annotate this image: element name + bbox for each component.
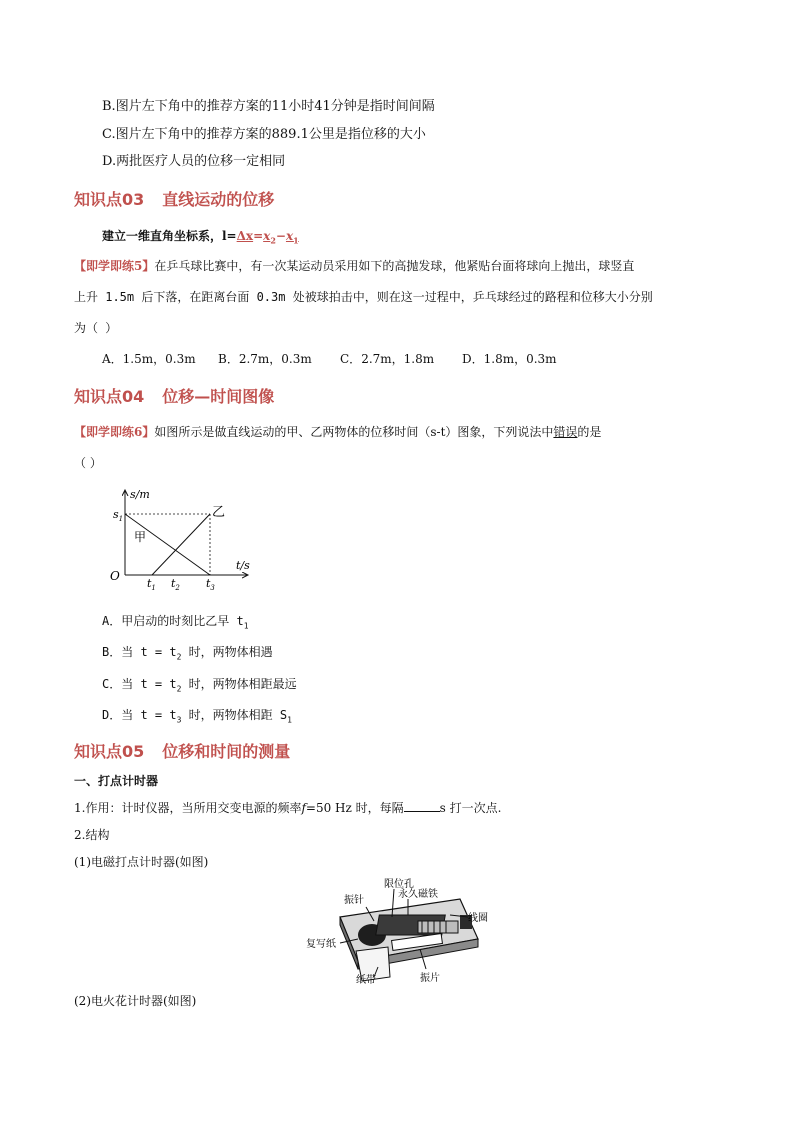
exercise-5-line3: 为（ ）: [74, 321, 118, 335]
option-text: 两批医疗人员的位移一定相同: [116, 154, 286, 169]
exercise-tag: 【即学即练6】: [74, 425, 155, 439]
line-jia: [125, 514, 210, 575]
heading-number: 知识点04: [74, 387, 145, 406]
jia-label: 甲: [134, 530, 147, 544]
y-axis-label: s/m: [130, 488, 150, 501]
heading-text: 直线运动的位移: [162, 190, 275, 209]
exercise-6-line2: （ ）: [74, 456, 102, 470]
label-coil: 线圈: [468, 913, 488, 924]
item-2-1: (1)电磁打点计时器(如图): [74, 855, 209, 869]
exercise-tag: 【即学即练5】: [74, 259, 155, 273]
option-a[interactable]: A．1.5m，0.3m: [102, 352, 196, 366]
option-text: 图片左下角中的推荐方案的11小时41分钟是指时间间隔: [115, 99, 435, 114]
option-d[interactable]: D．1.8m，0.3m: [462, 352, 557, 366]
item-text: s 打一次点.: [439, 801, 502, 815]
t2-label: $t_2$: [171, 577, 180, 592]
exercise-5-line2: 上升 1.5m 后下落，在距离台面 0.3m 处被球拍击中，则在这一过程中，乒乓球经过的路程和位移大小分别: [74, 290, 653, 304]
heading-number: 知识点03: [74, 190, 145, 209]
exercise-text: 在乒乓球比赛中，有一次某运动员采用如下的高抛发球，他紧贴台面将球向上抛出，球竖直: [154, 259, 635, 273]
formula-equals: =: [253, 229, 264, 243]
option-letter: C.: [102, 127, 116, 142]
t3-label: $t_3$: [206, 577, 215, 592]
heading-kp03: [74, 187, 274, 210]
item-1: [74, 799, 501, 816]
coil-block: [418, 921, 458, 933]
label-needle: 振针: [344, 895, 364, 906]
option-letter: D.: [102, 154, 117, 169]
formula-x1: $x_1$: [285, 229, 299, 246]
option-d-prev: [102, 150, 285, 169]
section-title: 一、打点计时器: [74, 774, 159, 788]
exercise-6-line1: [74, 423, 601, 440]
heading-number: 知识点05: [74, 742, 145, 761]
item-2-2: (2)电火花计时器(如图): [74, 994, 197, 1008]
formula-x2: $x_2$: [263, 229, 276, 246]
option-c-prev: [102, 123, 426, 142]
option-b[interactable]: B．当 $t = t_2$ 时，两物体相遇: [102, 645, 273, 662]
frequency-symbol: f: [301, 801, 306, 815]
formula-minus: −: [275, 229, 286, 243]
yi-label: 乙: [212, 505, 226, 520]
line-yi: [152, 514, 210, 575]
item-text: 1.作用：计时仪器，当所用交变电源的频率: [74, 801, 302, 815]
answer-blank[interactable]: [404, 800, 440, 812]
t1-label: $t_1$: [147, 577, 156, 592]
exercise-text: 如图所示是做直线运动的甲、乙两物体的位移时间（s-t）图象，下列说法中: [154, 425, 554, 439]
heading-text: 位移—时间图像: [162, 387, 275, 406]
heading-text: 位移和时间的测量: [162, 742, 291, 761]
displacement-formula: [102, 227, 299, 245]
option-b-prev: [102, 95, 435, 114]
item-2: 2.结构: [74, 828, 110, 842]
option-c[interactable]: C．当 $t = t_2$ 时，两物体相距最远: [102, 677, 297, 694]
s1-label: $s_1$: [113, 508, 124, 523]
heading-kp04: [74, 384, 274, 407]
option-b[interactable]: B．2.7m，0.3m: [218, 352, 312, 366]
option-a[interactable]: A．甲启动的时刻比乙早 $t_1$: [102, 614, 249, 631]
origin-label: O: [110, 569, 120, 583]
formula-delta-x: Δx: [236, 229, 254, 243]
heading-kp05: [74, 739, 290, 762]
option-d[interactable]: D．当 $t = t_3$ 时，两物体相距 $S_1$: [102, 708, 292, 725]
ticker-timer-figure: [300, 877, 500, 985]
label-carbon-paper: 复写纸: [306, 939, 336, 950]
option-c[interactable]: C．2.7m，1.8m: [340, 352, 435, 366]
formula-intro: 建立一维直角坐标系，l=: [102, 229, 237, 243]
item-text: =50 Hz 时，每隔: [305, 801, 404, 815]
exercise-emphasis: 错误: [553, 425, 578, 439]
s-t-graph: [100, 480, 270, 595]
label-magnet: 永久磁铁: [398, 889, 438, 900]
label-limit-hole: 限位孔: [384, 879, 414, 890]
exercise-text-end: 的是: [577, 425, 602, 439]
option-letter: B.: [102, 99, 116, 114]
option-text: 图片左下角中的推荐方案的889.1公里是指位移的大小: [115, 127, 426, 142]
x-axis-label: t/s: [236, 559, 250, 572]
exercise-5-line1: [74, 257, 634, 274]
label-reed: 振片: [420, 973, 440, 984]
label-tape: 纸带: [356, 975, 376, 985]
